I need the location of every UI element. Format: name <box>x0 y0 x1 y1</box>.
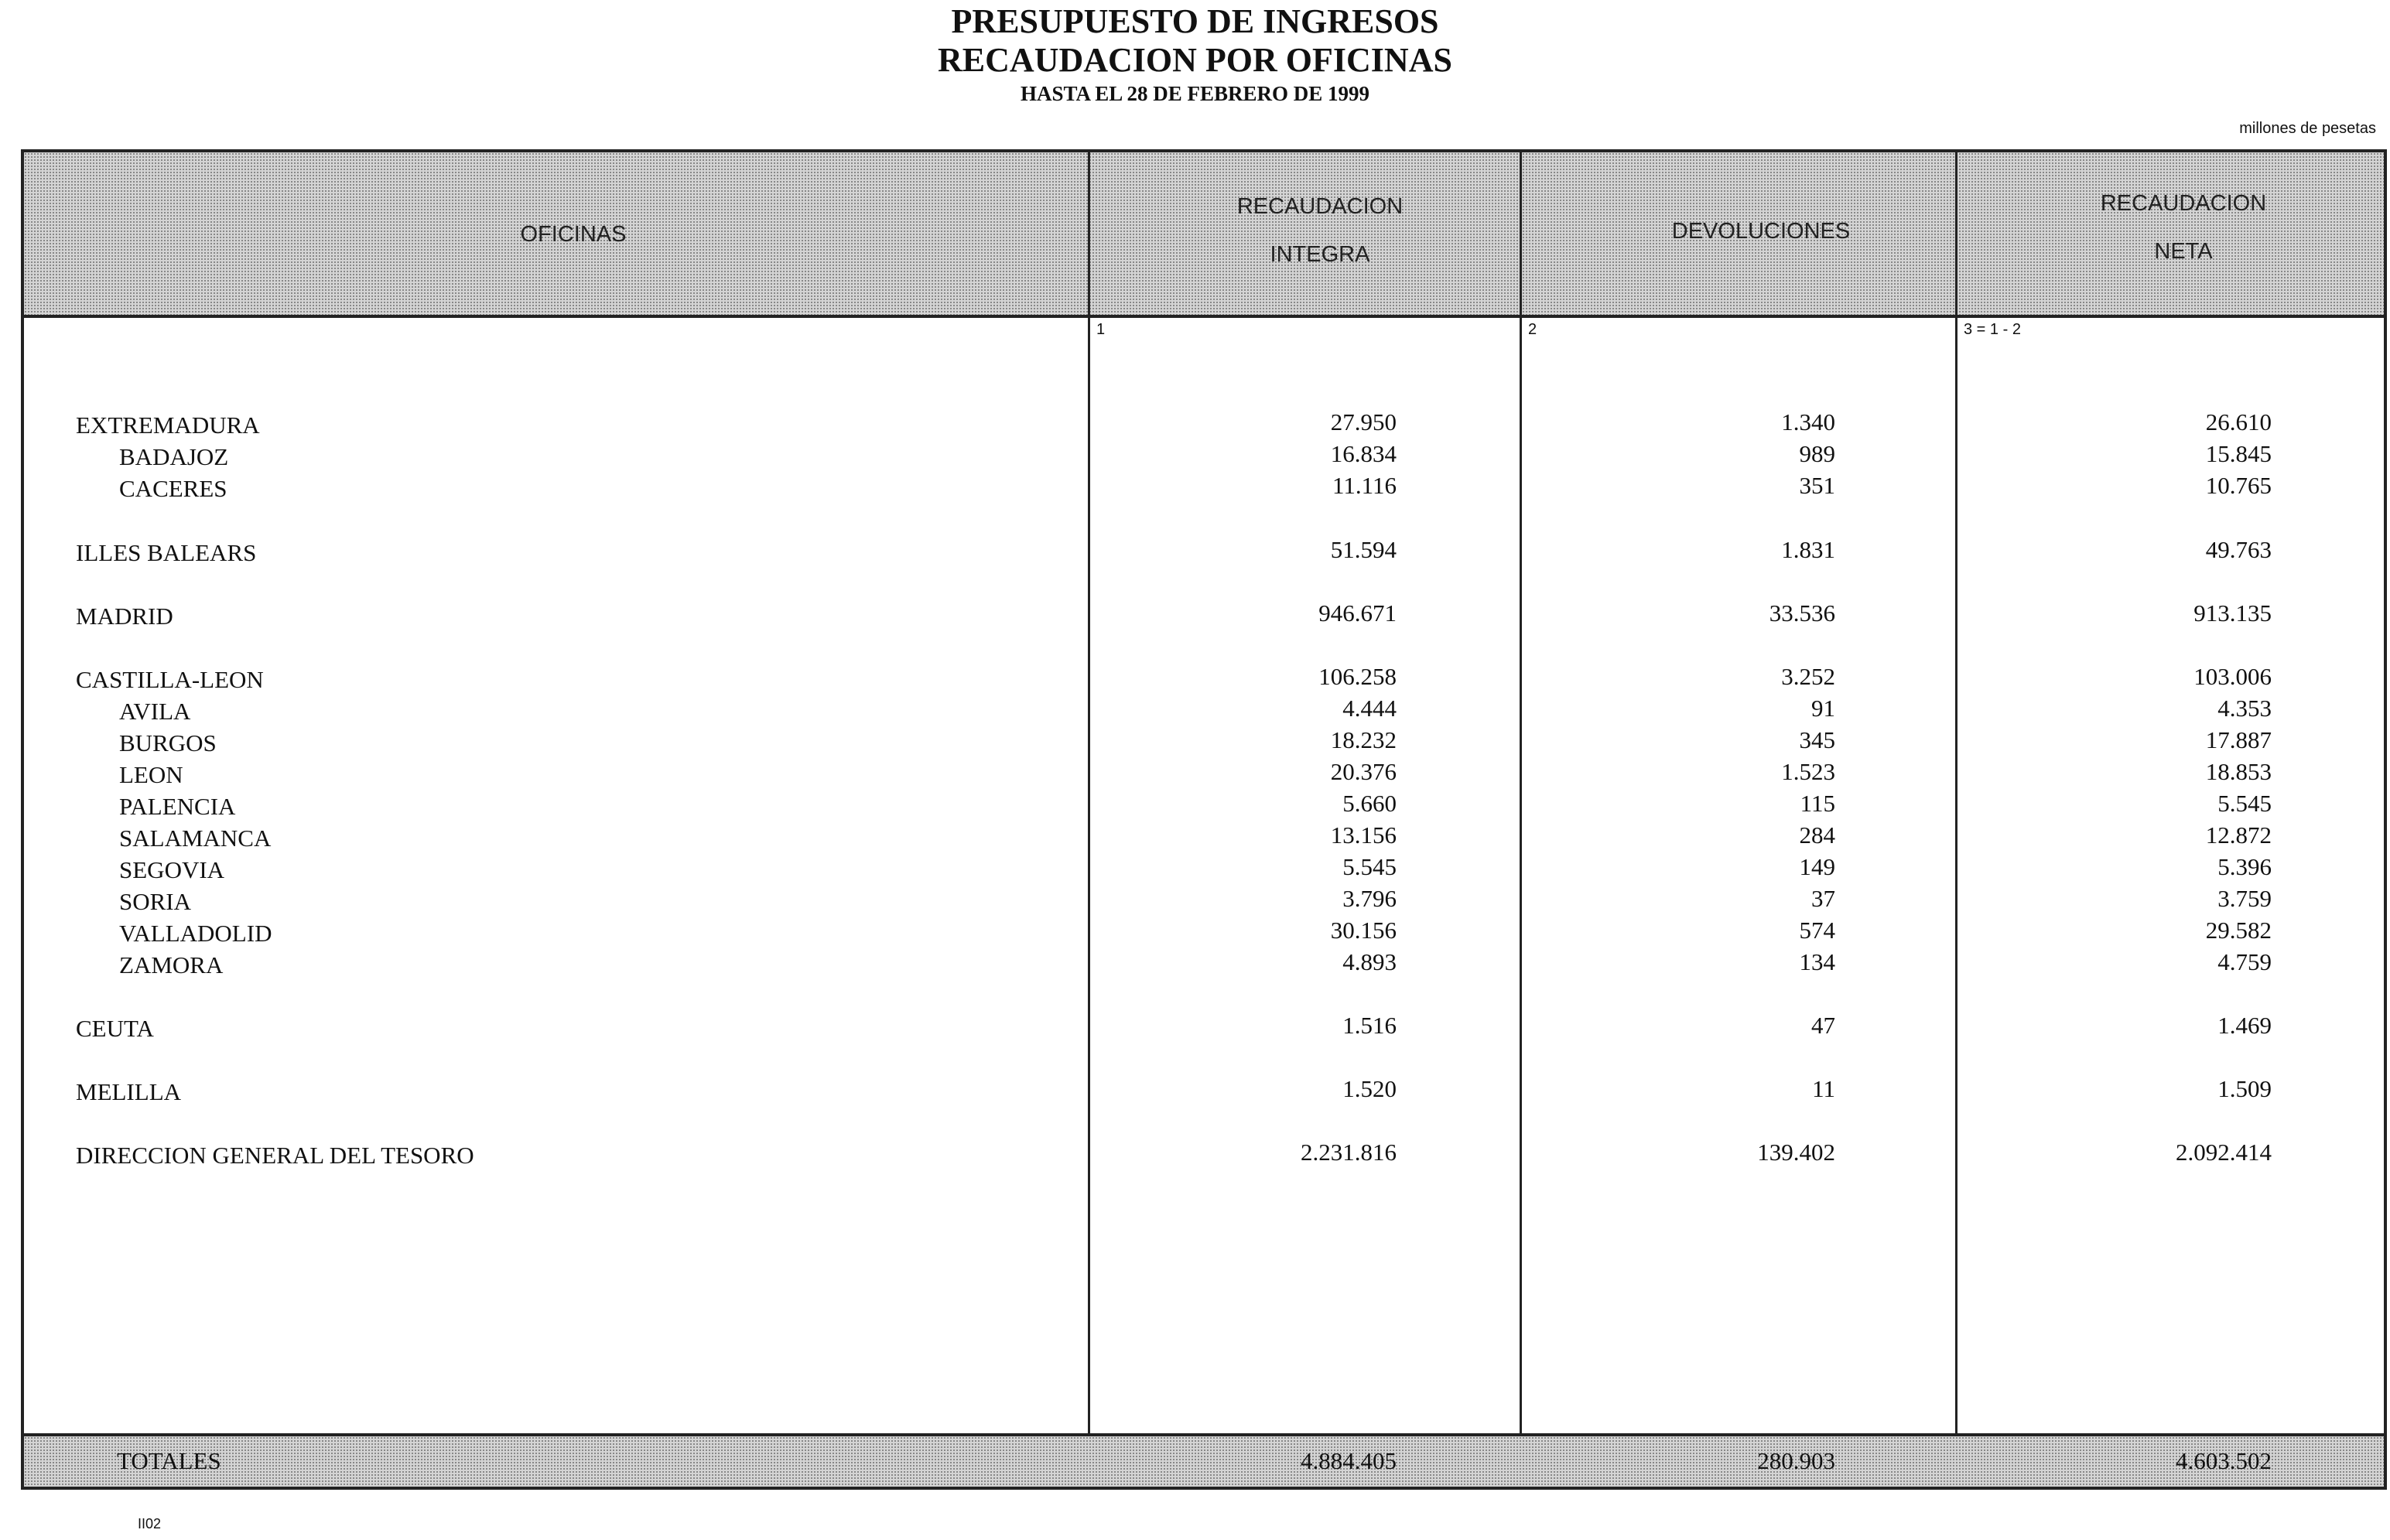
value-integra: 1.520 <box>1342 1075 1397 1102</box>
col-header-neta-line1: RECAUDACION <box>2100 191 2267 216</box>
value-neta: 10.765 <box>2205 472 2272 499</box>
value-neta: 15.845 <box>2205 440 2272 467</box>
value-devoluciones: 37 <box>1811 885 1835 912</box>
row-label: BADAJOZ <box>119 443 229 470</box>
totals-label: TOTALES <box>117 1447 221 1474</box>
col-header-oficinas: OFICINAS <box>520 222 627 247</box>
table-header <box>24 152 2384 318</box>
row-label: PALENCIA <box>119 793 236 820</box>
value-devoluciones: 1.523 <box>1781 758 1835 785</box>
value-devoluciones: 1.340 <box>1781 408 1835 435</box>
row-label: CACERES <box>119 475 227 502</box>
row-label: EXTREMADURA <box>76 411 260 439</box>
column-divider <box>1955 152 1957 1487</box>
value-neta: 5.396 <box>2217 853 2272 880</box>
row-label: MADRID <box>76 603 173 630</box>
value-neta: 103.006 <box>2193 663 2272 690</box>
value-neta: 3.759 <box>2217 885 2272 912</box>
value-integra: 3.796 <box>1342 885 1397 912</box>
value-devoluciones: 11 <box>1812 1075 1835 1102</box>
value-devoluciones: 3.252 <box>1781 663 1835 690</box>
col-header-devoluciones: DEVOLUCIONES <box>1671 219 1851 244</box>
document-title: PRESUPUESTO DE INGRESOS <box>951 2 1439 40</box>
col-header-integra-line2: INTEGRA <box>1270 242 1370 267</box>
value-devoluciones: 284 <box>1799 821 1835 849</box>
value-devoluciones: 351 <box>1799 472 1835 499</box>
value-neta: 4.353 <box>2217 695 2272 722</box>
row-label: SEGOVIA <box>119 856 225 883</box>
value-integra: 4.893 <box>1342 948 1397 975</box>
value-devoluciones: 91 <box>1811 695 1835 722</box>
col-header-neta-line2: NETA <box>2154 239 2213 264</box>
value-integra: 1.516 <box>1342 1012 1397 1039</box>
row-label: VALLADOLID <box>119 920 272 947</box>
value-neta: 29.582 <box>2205 917 2272 944</box>
value-devoluciones: 139.402 <box>1757 1139 1835 1166</box>
value-neta: 12.872 <box>2205 821 2272 849</box>
document-period: HASTA EL 28 DE FEBRERO DE 1999 <box>1020 82 1370 105</box>
value-devoluciones: 345 <box>1799 726 1835 753</box>
value-neta: 1.509 <box>2217 1075 2272 1102</box>
row-label: ILLES BALEARS <box>76 539 257 566</box>
value-neta: 1.469 <box>2217 1012 2272 1039</box>
value-integra: 106.258 <box>1318 663 1397 690</box>
value-neta: 17.887 <box>2205 726 2272 753</box>
value-neta: 5.545 <box>2217 790 2272 817</box>
row-label: DIRECCION GENERAL DEL TESORO <box>76 1142 474 1169</box>
column-divider <box>1520 152 1522 1487</box>
units-note: millones de pesetas <box>2239 120 2376 137</box>
col-number-1: 1 <box>1096 321 1106 338</box>
value-devoluciones: 1.831 <box>1781 536 1835 563</box>
total-neta: 4.603.502 <box>2176 1447 2272 1474</box>
col-header-integra-line1: RECAUDACION <box>1236 194 1404 219</box>
page-number: II02 <box>138 1516 162 1531</box>
value-neta: 26.610 <box>2205 408 2272 435</box>
value-integra: 11.116 <box>1332 472 1397 499</box>
value-neta: 2.092.414 <box>2176 1139 2272 1166</box>
row-label: BURGOS <box>119 729 217 756</box>
value-neta: 18.853 <box>2205 758 2272 785</box>
row-label: CEUTA <box>76 1015 154 1042</box>
value-neta: 4.759 <box>2217 948 2272 975</box>
row-label: SALAMANCA <box>119 825 272 852</box>
row-label: ZAMORA <box>119 951 224 978</box>
document-subtitle: RECAUDACION POR OFICINAS <box>938 41 1452 79</box>
value-integra: 946.671 <box>1318 599 1397 627</box>
value-integra: 4.444 <box>1342 695 1397 722</box>
row-label: CASTILLA-LEON <box>76 666 264 693</box>
value-integra: 5.660 <box>1342 790 1397 817</box>
value-neta: 913.135 <box>2193 599 2272 627</box>
value-devoluciones: 47 <box>1811 1012 1835 1039</box>
value-integra: 2.231.816 <box>1301 1139 1397 1166</box>
row-label: SORIA <box>119 888 192 915</box>
value-devoluciones: 149 <box>1799 853 1835 880</box>
row-label: MELILLA <box>76 1078 182 1105</box>
value-integra: 30.156 <box>1330 917 1397 944</box>
value-integra: 27.950 <box>1330 408 1397 435</box>
col-number-2: 2 <box>1528 321 1537 338</box>
value-devoluciones: 134 <box>1799 948 1835 975</box>
revenue-table <box>21 149 2387 1490</box>
value-devoluciones: 989 <box>1799 440 1835 467</box>
row-label: AVILA <box>119 698 191 725</box>
value-integra: 18.232 <box>1330 726 1397 753</box>
value-devoluciones: 574 <box>1799 917 1835 944</box>
value-integra: 13.156 <box>1330 821 1397 849</box>
total-devoluciones: 280.903 <box>1757 1447 1835 1474</box>
value-devoluciones: 33.536 <box>1769 599 1835 627</box>
value-integra: 51.594 <box>1330 536 1397 563</box>
value-neta: 49.763 <box>2205 536 2272 563</box>
row-label: LEON <box>119 761 183 788</box>
value-integra: 5.545 <box>1342 853 1397 880</box>
column-divider <box>1088 152 1090 1487</box>
value-integra: 20.376 <box>1330 758 1397 785</box>
col-number-3: 3 = 1 - 2 <box>1964 321 2021 338</box>
total-integra: 4.884.405 <box>1301 1447 1397 1474</box>
value-integra: 16.834 <box>1330 440 1397 467</box>
value-devoluciones: 115 <box>1800 790 1835 817</box>
